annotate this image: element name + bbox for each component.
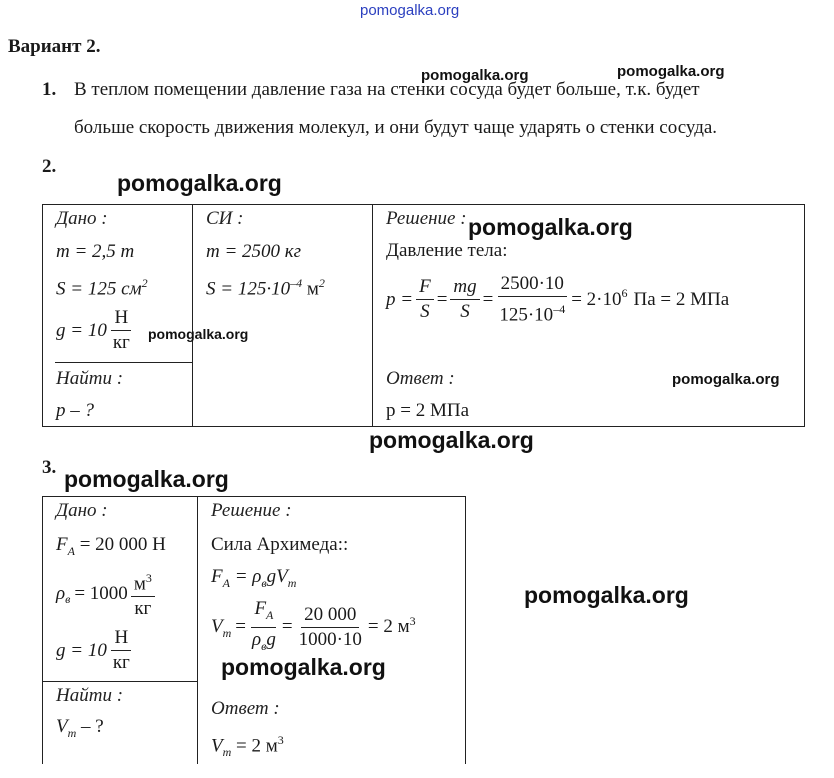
q3-answer-label: Ответ :	[211, 698, 280, 719]
q2-solution-title: Давление тела:	[386, 240, 508, 261]
q2-answer-value: p = 2 МПа	[386, 400, 470, 421]
variant-title: Вариант 2.	[8, 36, 101, 57]
q3-given-g: g = 10 $\frac{Н}{кг}$	[56, 627, 130, 673]
q1-line1: В теплом помещении давление газа на стенки сосуда будет больше, т.к. будет	[74, 79, 700, 100]
q3-table-divider	[197, 496, 198, 764]
watermark: pomogalka.org	[617, 63, 725, 80]
q3-given-find-divider	[42, 681, 197, 682]
q3-number: 3.	[42, 457, 57, 478]
q2-find-value: p – ?	[56, 400, 94, 421]
watermark: pomogalka.org	[468, 214, 633, 240]
watermark: pomogalka.org	[221, 654, 386, 680]
q2-table-divider-1	[192, 204, 193, 426]
q2-solution-label: Решение :	[386, 208, 467, 229]
q2-si-label: СИ :	[206, 208, 244, 229]
q3-table-top-border	[42, 496, 465, 497]
q2-given-m: m = 2,5 т	[56, 241, 135, 262]
q1-line2: больше скорость движения молекул, и они будут чаще ударять о стенки сосуда.	[74, 117, 718, 138]
watermark: pomogalka.org	[421, 67, 529, 84]
watermark-top[interactable]: pomogalka.org	[360, 2, 460, 19]
q3-eq2: V $_т$ = $\frac{F_A}{\rho_вg}$ = $\frac{20 000}{1000\cdot 10}$ = 2 м $^3$	[211, 598, 416, 653]
watermark: pomogalka.org	[117, 170, 282, 196]
watermark: pomogalka.org	[148, 326, 249, 342]
q2-si-m: m = 2500 кг	[206, 241, 302, 262]
q3-solution-label: Решение :	[211, 500, 292, 521]
watermark: pomogalka.org	[369, 427, 534, 453]
q3-answer-value: $V_т = 2$ $м^3$	[211, 733, 284, 760]
q3-find-label: Найти :	[56, 685, 124, 706]
q3-given-F: $F_A = 20$ 000 Н	[56, 534, 166, 558]
watermark: pomogalka.org	[64, 466, 229, 492]
q1-number: 1.	[42, 79, 57, 100]
q2-table-right-border	[804, 204, 805, 426]
q2-given-find-divider	[55, 362, 192, 363]
q2-table-left-border	[42, 204, 43, 426]
q2-find-label: Найти :	[56, 368, 124, 389]
q3-solution-title: Сила Архимеда::	[211, 534, 349, 555]
q3-given-rho: ρ $_в$ = 1000 $\frac{м^3}{кг}$	[56, 566, 158, 621]
q2-answer-label: Ответ :	[386, 368, 455, 389]
q2-si-S: $S = 125\cdot 10^{-4}$ $м^2$	[206, 276, 325, 300]
q3-table-right-border	[465, 496, 466, 764]
q3-given-label: Дано :	[56, 500, 108, 521]
q2-number: 2.	[42, 156, 57, 177]
q2-given-g: g = 10 $\frac{Н}{кг}$	[56, 307, 130, 353]
q3-table-left-border	[42, 496, 43, 764]
q3-find-value: $V_т$ – ?	[56, 716, 104, 740]
q2-given-S: S = 125 $см^2$	[56, 276, 148, 300]
q2-formula: p = $\frac{F}{S}$ = $\frac{mg}{S}$ = $\frac{2500\cdot 10}{125\cdot 10^{-4}}$ = 2·10 $^6$ Па = 2 МПа	[386, 273, 730, 326]
q2-table-divider-2	[372, 204, 373, 426]
q2-given-label: Дано :	[56, 208, 108, 229]
watermark: pomogalka.org	[524, 582, 689, 608]
q3-eq1: $F_A = \rho_вgV_т$	[211, 566, 297, 590]
watermark: pomogalka.org	[672, 371, 780, 388]
q2-table-top-border	[42, 204, 805, 205]
